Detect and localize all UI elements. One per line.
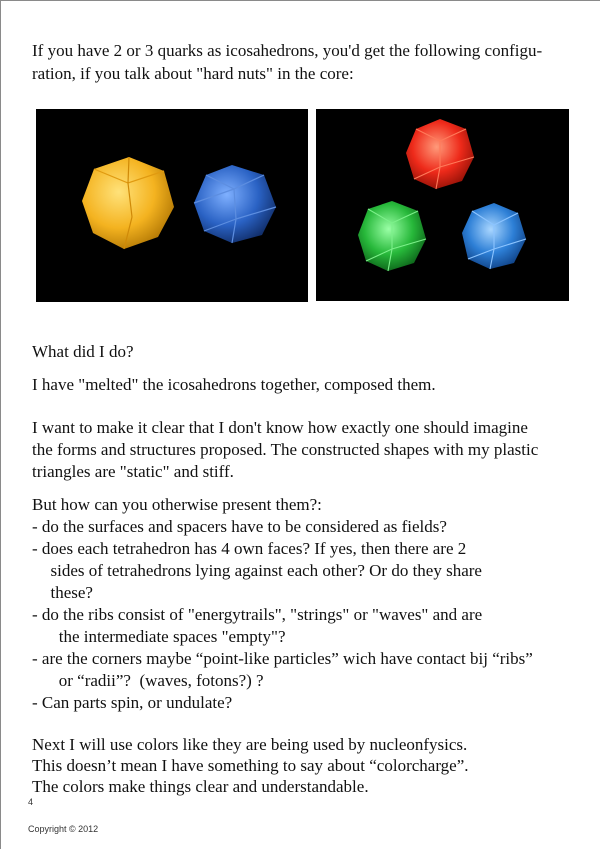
light-blue-icosahedron xyxy=(462,203,526,269)
red-icosahedron xyxy=(406,119,474,189)
clarify-line-1: I want to make it clear that I don't know how exactly one should imagine xyxy=(32,418,528,437)
intro-line-1: If you have 2 or 3 quarks as icosahedrons, you'd get the following configu- xyxy=(32,41,543,60)
melted-sentence: I have "melted" the icosahedrons together, composed them. xyxy=(32,375,436,394)
list-item: - do the ribs consist of "energytrails", "strings" or "waves" and are xyxy=(32,605,483,624)
list-item: - Can parts spin, or undulate? xyxy=(32,693,233,712)
list-item: - do the surfaces and spacers have to be considered as fields? xyxy=(32,517,447,536)
page-number: 4 xyxy=(28,797,34,807)
list-item: - are the corners maybe “point-like particles” wich have contact bij “ribs” xyxy=(32,649,533,668)
list-item: - does each tetrahedron has 4 own faces? If yes, then there are 2 xyxy=(32,539,467,558)
clarify-line-2: the forms and structures proposed. The constructed shapes with my plastic xyxy=(32,440,539,459)
list-heading: But how can you otherwise present them?: xyxy=(32,495,322,514)
list-item: these? xyxy=(42,583,93,602)
list-item: sides of tetrahedrons lying against each other? Or do they share xyxy=(42,561,482,580)
photo-two-icosahedrons xyxy=(36,109,308,302)
copyright-notice: Copyright © 2012 xyxy=(28,824,99,834)
blue-icosahedron xyxy=(194,165,276,243)
green-icosahedron xyxy=(358,201,426,271)
list-item: the intermediate spaces "empty"? xyxy=(46,627,286,646)
yellow-icosahedron xyxy=(82,157,174,249)
clarify-line-3: triangles are "static" and stiff. xyxy=(32,462,234,481)
intro-line-2: ration, if you talk about "hard nuts" in the core: xyxy=(32,64,354,83)
colors-line-2: This doesn’t mean I have something to say about “colorcharge”. xyxy=(32,756,469,775)
question: What did I do? xyxy=(32,342,134,361)
colors-line-1: Next I will use colors like they are being used by nucleonfysics. xyxy=(32,735,468,754)
colors-line-3: The colors make things clear and understandable. xyxy=(32,777,369,796)
list-item: or “radii”? (waves, fotons?) ? xyxy=(46,671,264,690)
photo-three-icosahedrons xyxy=(316,109,569,301)
